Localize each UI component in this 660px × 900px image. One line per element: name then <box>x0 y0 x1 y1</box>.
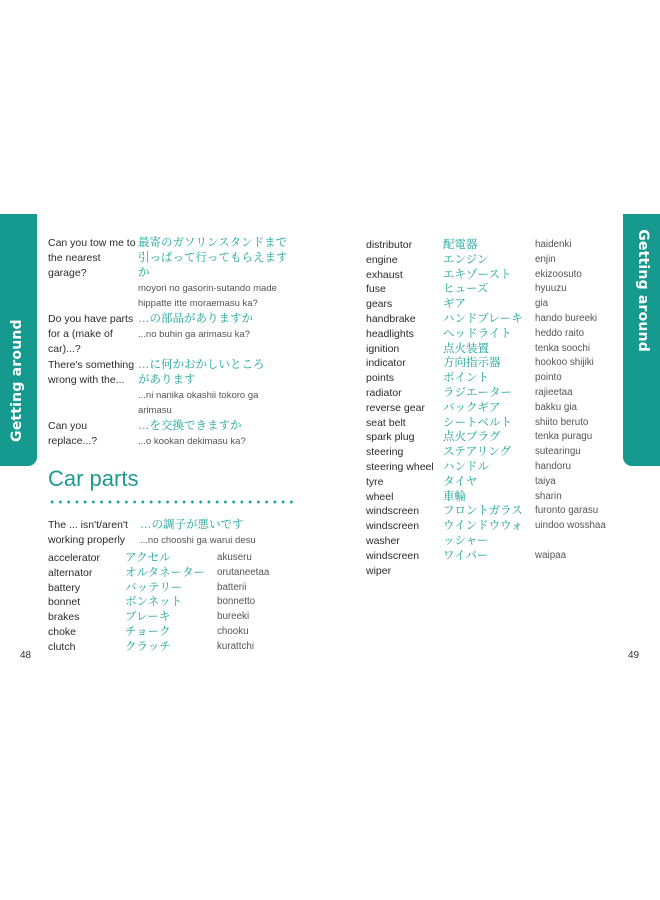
phrase-english: There's something wrong with the... <box>48 359 135 386</box>
phrase-romaji: moyori no gasorin-sutando made hippatte itte moraemasu ka? <box>138 283 277 309</box>
section-tab-right <box>623 214 660 466</box>
vocab-romaji: tenka puragu <box>535 431 593 443</box>
vocab-japanese: ポイント <box>443 372 489 385</box>
phrase-romaji: ...ni nanika okashii tokoro ga arimasu <box>138 390 259 416</box>
vocab-english: accelerator <box>48 552 100 564</box>
vocab-english: alternator <box>48 566 93 579</box>
vocab-japanese: バッテリー <box>125 581 183 594</box>
vocab-english: brakes <box>48 611 80 624</box>
vocab-japanese: ブレーキ <box>125 611 171 624</box>
vocab-romaji: ekizoosuto <box>535 268 582 280</box>
vocab-english: points <box>366 372 395 385</box>
vocab-japanese: エキゾースト <box>443 268 512 281</box>
vocab-japanese: ハンドル <box>443 460 489 473</box>
vocab-english: seat belt <box>366 416 406 429</box>
vocab-english: windscreen <box>366 549 420 562</box>
vocab-english: clutch <box>48 640 76 653</box>
vocab-japanese: ステアリング <box>443 446 512 459</box>
phrase-japanese: …の部品がありますか <box>138 313 253 325</box>
vocab-romaji: rajieetaa <box>535 386 573 398</box>
vocab-japanese: シートベルト <box>443 416 512 429</box>
vocab-english: windscreen <box>366 505 420 518</box>
phrase-english: Can you replace...? <box>48 420 98 447</box>
phrase-japanese: …を交換できますか <box>138 420 242 432</box>
vocab-japanese: ッシャー <box>443 534 489 547</box>
vocab-english: spark plug <box>366 431 415 444</box>
vocab-japanese: ワイパー <box>443 549 489 562</box>
vocab-japanese: 車輪 <box>443 490 466 503</box>
vocab-japanese: オルタネーター <box>125 566 206 579</box>
vocab-japanese: ギア <box>443 298 466 311</box>
page-number-left: 48 <box>20 650 32 661</box>
vocab-romaji: pointo <box>535 372 562 384</box>
vocab-romaji: waipaa <box>535 549 567 561</box>
phrase-romaji: ...no buhin ga arimasu ka? <box>138 329 250 340</box>
vocab-romaji: batterii <box>217 581 247 593</box>
phrase-japanese: …に何かおかしいところがあります <box>138 359 265 386</box>
vocab-japanese: チョーク <box>125 625 171 638</box>
phrase-english: Can you tow me to the nearest garage? <box>48 237 136 279</box>
vocab-romaji: hyuuzu <box>535 283 567 295</box>
vocab-romaji: furonto garasu <box>535 505 599 517</box>
vocab-romaji: kurattchi <box>217 640 255 652</box>
vocab-japanese: ヘッドライト <box>443 327 512 340</box>
vocab-english: engine <box>366 253 398 266</box>
vocab-romaji: gia <box>535 298 549 310</box>
vocab-japanese: バックギア <box>443 401 501 414</box>
vocab-japanese: ラジエーター <box>443 386 512 399</box>
vocab-romaji: orutaneetaa <box>217 566 270 578</box>
section-tab-label: Getting around <box>635 229 651 352</box>
vocab-english: handbrake <box>366 312 416 325</box>
vocab-romaji: hookoo shijiki <box>535 357 594 369</box>
vocab-romaji: enjin <box>535 253 556 265</box>
vocab-romaji: tenka soochi <box>535 342 591 354</box>
vocab-japanese: エンジン <box>443 253 489 266</box>
vocab-romaji: bureeki <box>217 611 250 623</box>
vocab-romaji: taiya <box>535 475 556 487</box>
vocab-romaji: sharin <box>535 490 562 502</box>
vocab-english: windscreen <box>366 520 420 533</box>
vocab-english: washer <box>366 534 400 547</box>
vocab-japanese: 配電器 <box>443 239 478 251</box>
page-number-right: 49 <box>628 650 640 661</box>
section-tab-label: Getting around <box>9 319 25 442</box>
vocab-english: ignition <box>366 342 400 355</box>
vocab-english: fuse <box>366 283 386 296</box>
vocab-english: steering wheel <box>366 460 434 473</box>
vocab-english: gears <box>366 298 393 311</box>
vocab-romaji: bonnetto <box>217 596 256 608</box>
vocab-english: battery <box>48 581 81 594</box>
phrase-romaji: ...o kookan dekimasu ka? <box>138 436 246 447</box>
vocab-japanese: 方向指示器 <box>443 357 501 370</box>
vocab-english: choke <box>48 625 77 638</box>
vocab-english: wheel <box>366 490 394 503</box>
vocab-english: reverse gear <box>366 401 425 414</box>
vocab-japanese: ウインドウウォ <box>443 520 523 533</box>
vocab-english: wiper <box>366 564 392 577</box>
phrase-english: The ... isn't/aren't working properly <box>48 519 128 546</box>
phrase-japanese: 最寄のガソリンスタンドまで引っぱって行ってもらえますか <box>138 237 288 279</box>
vocab-romaji: akuseru <box>217 552 252 563</box>
dotted-divider <box>48 500 296 504</box>
vocab-japanese: アクセル <box>125 552 171 564</box>
vocab-japanese: フロントガラス <box>443 505 523 518</box>
phrase-romaji: ...no chooshi ga warui desu <box>140 535 256 546</box>
vocab-romaji: handoru <box>535 460 571 472</box>
vocab-romaji: uindoo wosshaa <box>535 520 606 532</box>
vocab-english: indicator <box>366 357 406 370</box>
vocab-romaji: sutearingu <box>535 446 581 458</box>
phrase-japanese: …の調子が悪いです <box>140 519 244 531</box>
vocab-romaji: haidenki <box>535 239 572 250</box>
vocab-romaji: hando bureeki <box>535 312 598 324</box>
vocab-english: distributor <box>366 239 413 251</box>
vocab-japanese: 点火プラグ <box>443 431 501 444</box>
vocab-japanese: 点火装置 <box>443 342 489 355</box>
section-tab-left <box>0 214 37 466</box>
vocab-english: headlights <box>366 327 414 340</box>
vocab-romaji: heddo raito <box>535 327 585 339</box>
vocab-japanese: クラッチ <box>125 640 171 653</box>
vocab-romaji: shiito beruto <box>535 416 589 428</box>
section-title: Car parts <box>48 466 139 491</box>
vocab-romaji: chooku <box>217 625 249 637</box>
vocab-english: tyre <box>366 475 384 488</box>
vocab-japanese: ハンドブレーキ <box>443 312 523 325</box>
phrase-english: Do you have parts for a (make of car)...? <box>48 313 134 355</box>
vocab-japanese: ヒューズ <box>443 283 489 296</box>
vocab-english: bonnet <box>48 596 81 609</box>
vocab-romaji: bakku gia <box>535 401 577 413</box>
vocab-english: radiator <box>366 386 402 399</box>
vocab-english: steering <box>366 446 404 459</box>
vocab-japanese: タイヤ <box>443 475 478 488</box>
vocab-japanese: ボンネット <box>125 596 183 609</box>
vocab-english: exhaust <box>366 268 403 281</box>
